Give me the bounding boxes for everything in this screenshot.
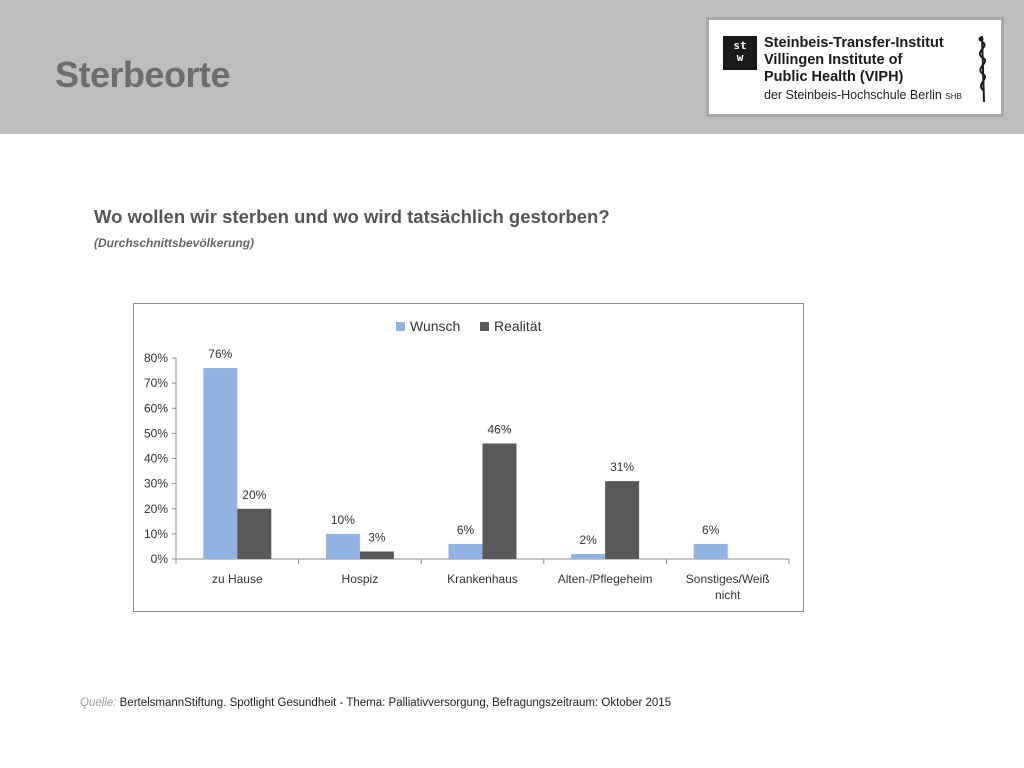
bar-realität-0 (237, 509, 271, 559)
logo-line-4-suffix: SHB (945, 92, 962, 101)
bar-realität-3 (605, 481, 639, 559)
y-tick-label: 0% (150, 552, 168, 566)
y-tick-label: 70% (143, 376, 168, 391)
logo-line-1: Steinbeis-Transfer-Institut (764, 35, 944, 51)
legend-label-0: Wunsch (410, 318, 461, 334)
chart-subtitle: (Durchschnittsbevölkerung) (94, 236, 255, 250)
x-category-label: Alten-/Pflegeheim (557, 572, 653, 586)
logo-line-2: Villingen Institute of (764, 52, 903, 68)
x-category-label: Krankenhaus (447, 572, 518, 586)
x-category-label: zu Hause (211, 572, 263, 586)
slide-title: Sterbeorte (55, 54, 231, 95)
legend-swatch-0 (396, 322, 405, 331)
data-label: 2% (579, 532, 597, 547)
bar-wunsch-3 (571, 554, 605, 559)
logo-line-4-text: der Steinbeis-Hochschule Berlin (764, 88, 942, 102)
y-tick-label: 60% (143, 401, 168, 416)
aesculapian-staff-icon (971, 32, 993, 104)
data-label: 6% (702, 522, 720, 537)
y-tick-label: 30% (143, 476, 168, 491)
bar-wunsch-0 (203, 368, 237, 559)
bar-wunsch-2 (449, 544, 483, 559)
data-label: 6% (456, 522, 475, 537)
x-category-label: Sonstiges/Weiß nicht (685, 572, 770, 602)
institute-logo (706, 17, 1004, 117)
legend-label-1: Realität (494, 318, 542, 334)
source-text: BertelsmannStiftung. Spotlight Gesundheit - Thema: Palliativversorgung, Befragungszeitraum: Oktober 2015 (119, 697, 672, 709)
y-tick-label: 20% (143, 501, 168, 516)
data-label: 20% (242, 487, 267, 502)
y-tick-label: 50% (143, 426, 168, 441)
y-tick-label: 80% (143, 351, 168, 365)
bar-wunsch-1 (326, 534, 360, 559)
logo-line-3: Public Health (VIPH) (764, 69, 904, 85)
bar-chart-svg (134, 304, 805, 613)
y-tick-label: 40% (143, 451, 168, 466)
x-category-label: Hospiz (341, 572, 379, 586)
data-label: 46% (487, 422, 512, 437)
y-tick-label: 10% (143, 526, 168, 541)
data-label: 31% (610, 460, 635, 475)
source-label: Quelle: (80, 697, 117, 709)
legend-swatch-1 (480, 322, 489, 331)
bar-realität-2 (483, 443, 517, 559)
source-citation (80, 697, 671, 709)
chart-question-heading: Wo wollen wir sterben und wo wird tatsächlich gestorben? (94, 206, 610, 227)
logo-line-4 (764, 88, 962, 102)
bar-chart (133, 303, 804, 612)
data-label: 76% (208, 347, 233, 362)
data-label: 10% (330, 512, 355, 527)
stw-logo-icon: st w (723, 36, 757, 70)
bar-realität-1 (360, 551, 394, 559)
bar-wunsch-4 (694, 544, 728, 559)
data-label: 3% (368, 530, 386, 545)
